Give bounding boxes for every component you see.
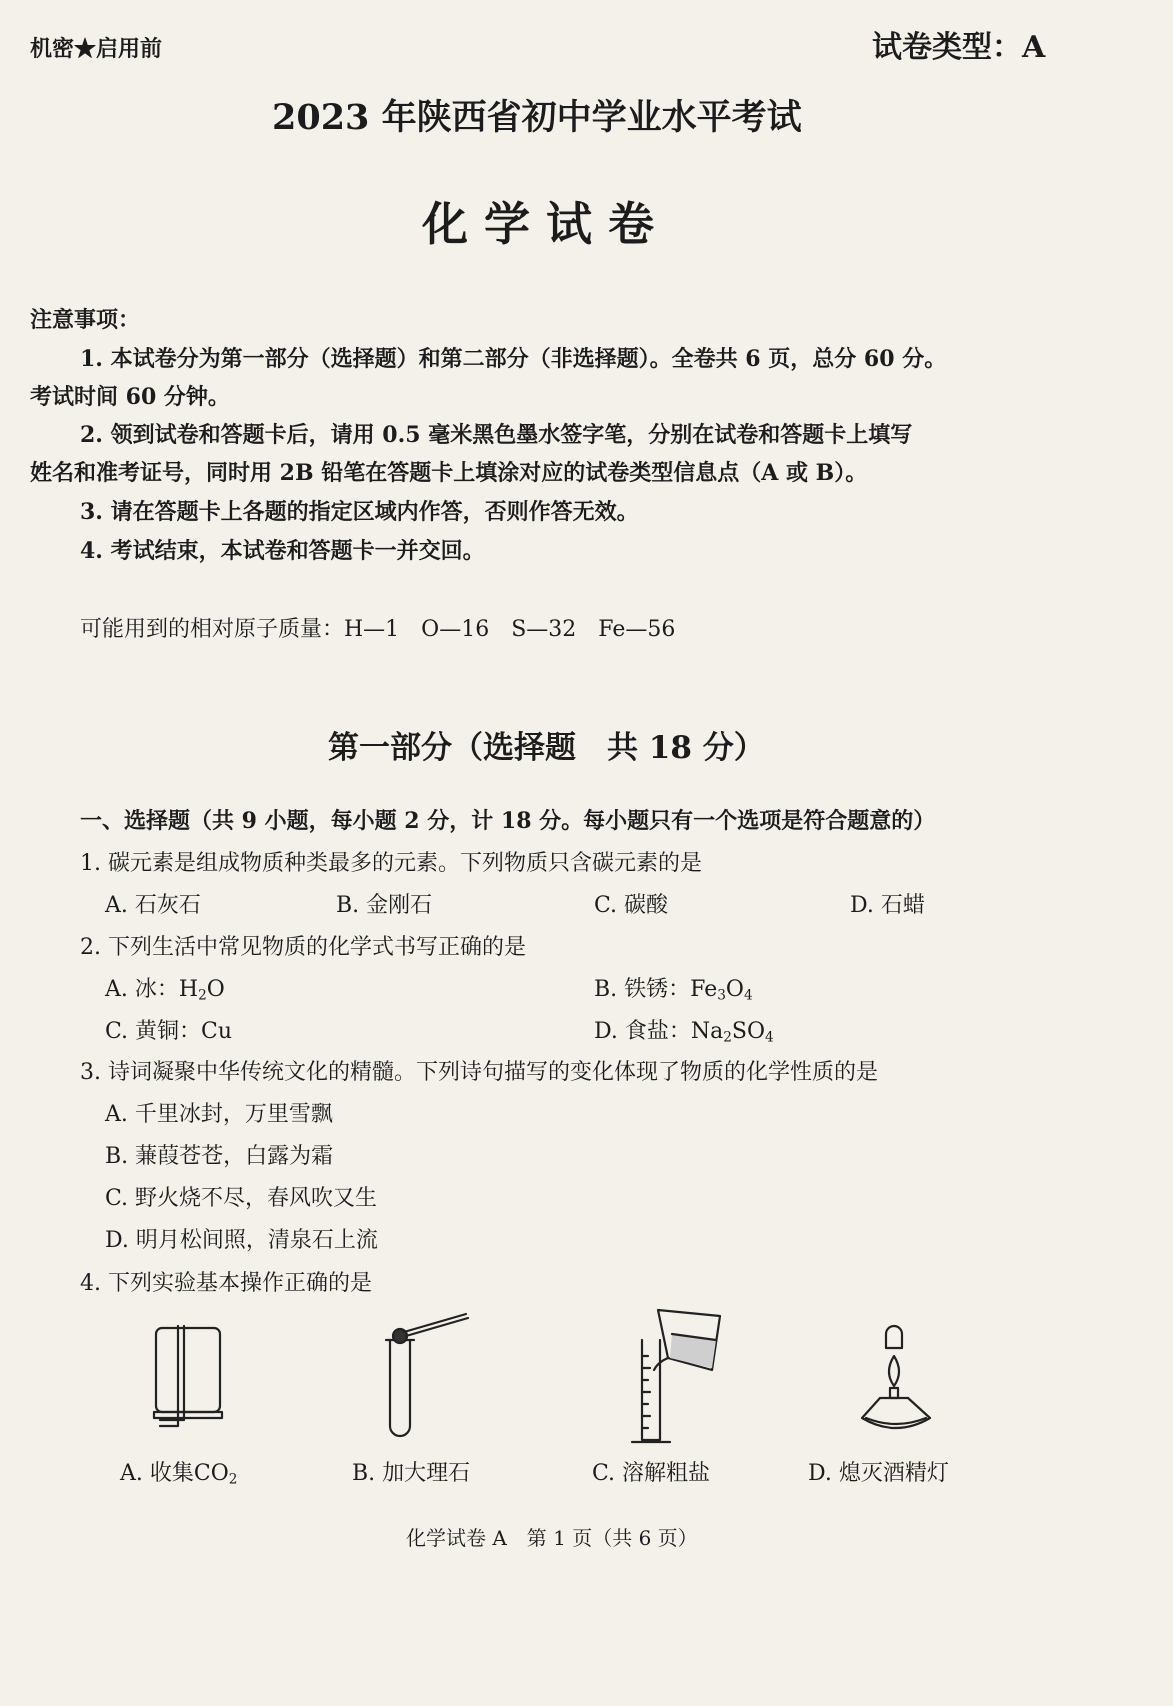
q3-option-a: A. 千里冰封，万里雪飘: [105, 1102, 333, 1127]
section-1-heading: 一、选择题（共 9 小题，每小题 2 分，计 18 分。每小题只有一个选项是符合题意的）: [80, 808, 936, 834]
q4-option-d-caption: D. 熄灭酒精灯: [808, 1461, 949, 1486]
paper-type-label: 试卷类型：A: [872, 30, 1046, 65]
q3-option-b: B. 蒹葭苍苍，白露为霜: [105, 1144, 334, 1169]
note-3: 3. 请在答题卡上各题的指定区域内作答，否则作答无效。: [80, 499, 639, 525]
question-3-stem: 3. 诗词凝聚中华传统文化的精髓。下列诗句描写的变化体现了物质的化学性质的是: [80, 1060, 878, 1085]
question-2-stem: 2. 下列生活中常见物质的化学式书写正确的是: [80, 935, 526, 960]
q4-option-b-caption: B. 加大理石: [352, 1461, 471, 1486]
page-footer: 化学试卷 A 第 1 页（共 6 页）: [406, 1526, 698, 1550]
q3-option-c: C. 野火烧不尽，春风吹又生: [105, 1186, 378, 1211]
q1-option-a: A. 石灰石: [105, 893, 201, 918]
question-1-stem: 1. 碳元素是组成物质种类最多的元素。下列物质只含碳元素的是: [80, 851, 702, 876]
note-1-line-2: 考试时间 60 分钟。: [30, 384, 230, 410]
exam-title: 2023 年陕西省初中学业水平考试: [272, 97, 802, 138]
q4-option-a-caption: A. 收集$CO_2$: [120, 1461, 238, 1488]
q1-option-c: C. 碳酸: [594, 893, 669, 918]
test-tube-spoon-icon: [380, 1312, 480, 1442]
q4-option-c-caption: C. 溶解粗盐: [592, 1461, 711, 1486]
note-2-line-1: 2. 领到试卷和答题卡后，请用 0.5 毫米黑色墨水签字笔，分别在试卷和答题卡上填写: [80, 422, 913, 448]
confidential-label: 机密★启用前: [30, 36, 163, 62]
q2-option-d: D. 食盐：$Na_2SO_4$: [594, 1019, 774, 1046]
alcohol-lamp-cap-icon: [856, 1330, 936, 1445]
atomic-masses: 可能用到的相对原子质量：H—1 O—16 S—32 Fe—56: [80, 617, 676, 642]
notes-heading: 注意事项：: [30, 307, 141, 333]
q3-option-d: D. 明月松间照，清泉石上流: [105, 1228, 378, 1253]
q2-option-a: A. 冰：$H_2O$: [105, 977, 225, 1004]
question-4-stem: 4. 下列实验基本操作正确的是: [80, 1271, 372, 1296]
q1-option-d: D. 石蜡: [850, 893, 925, 918]
graduated-cylinder-pouring-icon: [628, 1306, 728, 1451]
q2-option-b: B. 铁锈：$Fe_3O_4$: [594, 977, 753, 1004]
note-4: 4. 考试结束，本试卷和答题卡一并交回。: [80, 538, 485, 564]
note-2-line-2: 姓名和准考证号，同时用 2B 铅笔在答题卡上填涂对应的试卷类型信息点（A 或 B）。: [30, 460, 868, 486]
q1-option-b: B. 金刚石: [336, 893, 433, 918]
part-1-title: 第一部分（选择题 共 18 分）: [328, 730, 765, 766]
subject-title: 化 学 试 卷: [422, 197, 655, 251]
gas-bottle-collection-icon: [148, 1322, 228, 1437]
q2-option-c: C. 黄铜：Cu: [105, 1019, 233, 1044]
note-1-line-1: 1. 本试卷分为第一部分（选择题）和第二部分（非选择题）。全卷共 6 页，总分 60 分。: [80, 346, 947, 372]
